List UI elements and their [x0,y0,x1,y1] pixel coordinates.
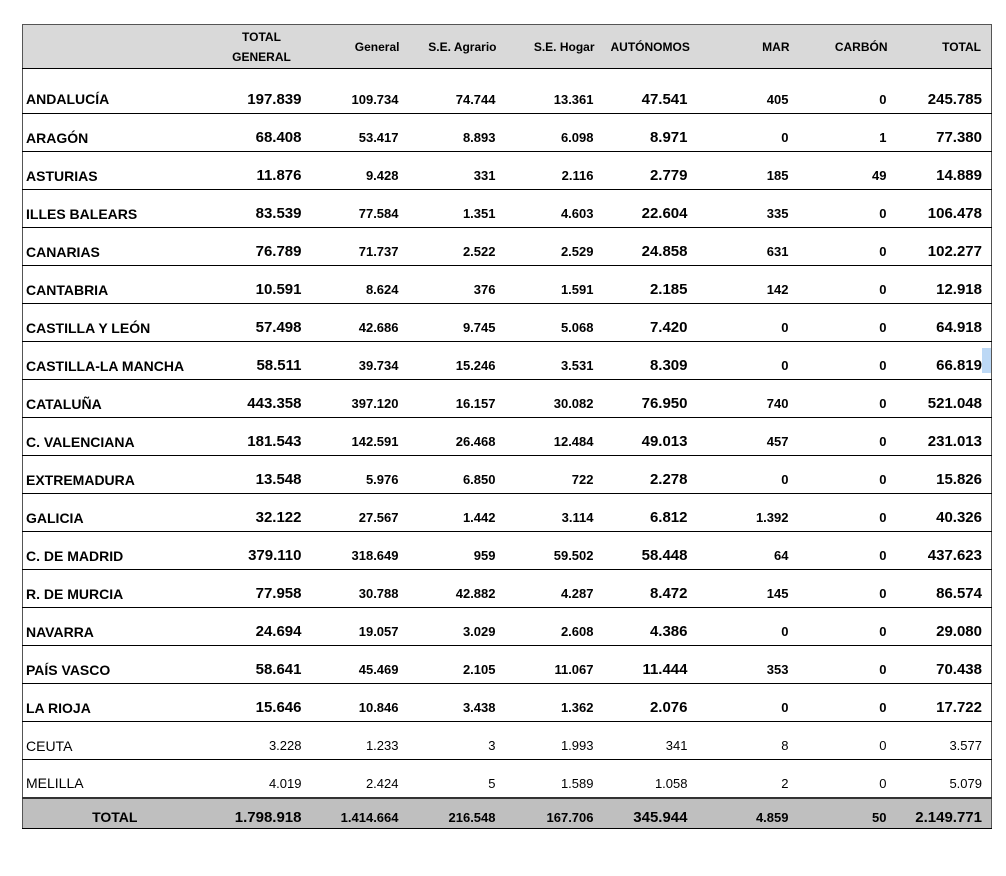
table-cell: 5.079 [896,760,992,798]
table-cell: 3.438 [408,684,505,722]
column-header: MAR [697,25,798,69]
table-cell: 2.076 [603,684,697,722]
region-name: CEUTA [23,722,213,760]
region-name: CANARIAS [23,228,213,266]
table-cell: 318.649 [311,532,408,570]
table-cell: 29.080 [896,608,992,646]
column-header: CARBÓN [798,25,896,69]
table-cell: 3.228 [213,722,311,760]
table-cell: 109.734 [311,69,408,114]
region-name: ILLES BALEARS [23,190,213,228]
region-name: ANDALUCÍA [23,69,213,114]
table-cell: 77.380 [896,114,992,152]
table-row [23,380,992,418]
region-name: MELILLA [23,760,213,798]
table-cell: 0 [798,570,896,608]
table-cell: 379.110 [213,532,311,570]
table-row [23,190,992,228]
table-cell: 49.013 [603,418,697,456]
region-name: ASTURIAS [23,152,213,190]
table-cell: 0 [798,418,896,456]
table-cell: 47.541 [603,69,697,114]
table-cell: 6.098 [505,114,603,152]
table-cell: 27.567 [311,494,408,532]
table-cell: 9.745 [408,304,505,342]
table-cell: 17.722 [896,684,992,722]
table-cell: 2.529 [505,228,603,266]
table-cell: 0 [798,69,896,114]
table-cell: 77.584 [311,190,408,228]
table-cell: 0 [798,494,896,532]
table-row [23,722,992,760]
table-cell: 4.287 [505,570,603,608]
table-cell: 185 [697,152,798,190]
table-cell: 64 [697,532,798,570]
table-row [23,266,992,304]
table-cell: 42.882 [408,570,505,608]
table-cell: 68.408 [213,114,311,152]
table-row [23,684,992,722]
region-name: CATALUÑA [23,380,213,418]
table-cell: 6.812 [603,494,697,532]
table-cell: 167.706 [505,798,603,829]
table-cell: 0 [798,456,896,494]
table-cell: 59.502 [505,532,603,570]
table-cell: 0 [798,304,896,342]
table-cell: 0 [697,456,798,494]
table-cell: 2.424 [311,760,408,798]
table-row [23,760,992,798]
table-cell: 0 [697,114,798,152]
table-cell: 77.958 [213,570,311,608]
column-header: S.E. Agrario [408,25,505,69]
table-cell: 11.876 [213,152,311,190]
table-cell: 4.386 [603,608,697,646]
table-cell: 0 [697,684,798,722]
table-row [23,608,992,646]
table-cell: 83.539 [213,190,311,228]
table-cell: 30.788 [311,570,408,608]
table-cell: 2.779 [603,152,697,190]
column-header: General [311,25,408,69]
table-cell: 49 [798,152,896,190]
table-cell: 443.358 [213,380,311,418]
region-name: EXTREMADURA [23,456,213,494]
region-name: C. VALENCIANA [23,418,213,456]
table-cell: 2.105 [408,646,505,684]
table-cell: 0 [798,684,896,722]
column-header: AUTÓNOMOS [603,25,697,69]
table-cell: 32.122 [213,494,311,532]
table-cell: 10.846 [311,684,408,722]
table-cell: 26.468 [408,418,505,456]
table-cell: 0 [798,646,896,684]
table-cell: 0 [697,342,798,380]
affiliation-table [22,24,992,829]
table-cell: 2.149.771 [896,798,992,829]
table-cell: 64.918 [896,304,992,342]
table-row [23,342,992,380]
table-cell: 1.591 [505,266,603,304]
table-cell: 15.826 [896,456,992,494]
table-cell: 57.498 [213,304,311,342]
table-cell: 10.591 [213,266,311,304]
table-cell: 42.686 [311,304,408,342]
table-cell: 5.976 [311,456,408,494]
table-cell: 0 [697,304,798,342]
table-cell: 1.362 [505,684,603,722]
table-cell: 0 [798,342,896,380]
table-cell: 0 [798,228,896,266]
table-cell: 8.971 [603,114,697,152]
table-cell: 6.850 [408,456,505,494]
table-cell: 1.414.664 [311,798,408,829]
table-cell: 1.351 [408,190,505,228]
table-cell: 335 [697,190,798,228]
table-cell: 71.737 [311,228,408,266]
table-cell: 353 [697,646,798,684]
table-cell: 2.116 [505,152,603,190]
table-cell: 76.789 [213,228,311,266]
table-cell: 8 [697,722,798,760]
table-cell: 2.608 [505,608,603,646]
table-cell: 341 [603,722,697,760]
table-cell: 3 [408,722,505,760]
table-cell: 142.591 [311,418,408,456]
table-row [23,456,992,494]
table-cell: 50 [798,798,896,829]
table-cell: 0 [798,266,896,304]
table-cell: 15.646 [213,684,311,722]
table-cell: 5 [408,760,505,798]
table-cell: 345.944 [603,798,697,829]
table-cell: 216.548 [408,798,505,829]
table-row [23,570,992,608]
table-cell: 197.839 [213,69,311,114]
table-cell: 0 [798,722,896,760]
table-cell: 1.392 [697,494,798,532]
column-header: S.E. Hogar [505,25,603,69]
table-cell: 86.574 [896,570,992,608]
table-cell: 2 [697,760,798,798]
table-cell: 58.511 [213,342,311,380]
region-name: NAVARRA [23,608,213,646]
table-cell: 8.893 [408,114,505,152]
table-cell: 12.918 [896,266,992,304]
table-cell: 2.185 [603,266,697,304]
cell-selection-indicator [982,348,991,373]
table-cell: 11.067 [505,646,603,684]
table-cell: 437.623 [896,532,992,570]
table-cell: 1 [798,114,896,152]
table-cell: 3.114 [505,494,603,532]
table-row [23,69,992,114]
table-cell: 959 [408,532,505,570]
table-cell: 8.309 [603,342,697,380]
column-header [23,25,213,69]
region-name: LA RIOJA [23,684,213,722]
table-cell: 397.120 [311,380,408,418]
table-cell: 2.522 [408,228,505,266]
table-cell: 53.417 [311,114,408,152]
table-cell: 70.438 [896,646,992,684]
table-cell: 5.068 [505,304,603,342]
table-cell: 331 [408,152,505,190]
table-cell: 12.484 [505,418,603,456]
table-cell: 231.013 [896,418,992,456]
table-cell: 181.543 [213,418,311,456]
table-cell: 4.603 [505,190,603,228]
header-row [23,25,992,69]
table-cell: 245.785 [896,69,992,114]
table-row [23,152,992,190]
table-cell: 19.057 [311,608,408,646]
table-cell: 1.798.918 [213,798,311,829]
region-name: C. DE MADRID [23,532,213,570]
table-cell: 145 [697,570,798,608]
table-cell: 40.326 [896,494,992,532]
region-name: R. DE MURCIA [23,570,213,608]
table-cell: 405 [697,69,798,114]
table-row [23,532,992,570]
table-cell: 3.531 [505,342,603,380]
table-row [23,646,992,684]
table-cell: 58.448 [603,532,697,570]
region-name: ARAGÓN [23,114,213,152]
region-name: TOTAL [23,798,213,829]
table-row [23,418,992,456]
column-header: TOTAL GENERAL [213,25,311,69]
table-cell: 74.744 [408,69,505,114]
table-cell: 0 [798,760,896,798]
table-cell: 102.277 [896,228,992,266]
region-name: CANTABRIA [23,266,213,304]
table-cell: 4.859 [697,798,798,829]
table-row [23,114,992,152]
table-cell: 9.428 [311,152,408,190]
table-cell: 15.246 [408,342,505,380]
table-cell: 14.889 [896,152,992,190]
table-cell: 66.819 [896,342,992,380]
region-name: PAÍS VASCO [23,646,213,684]
table-cell: 0 [798,380,896,418]
table-cell: 11.444 [603,646,697,684]
table-cell: 16.157 [408,380,505,418]
region-name: CASTILLA-LA MANCHA [23,342,213,380]
table-cell: 22.604 [603,190,697,228]
table-cell: 722 [505,456,603,494]
table-cell: 2.278 [603,456,697,494]
table-cell: 1.058 [603,760,697,798]
table-cell: 3.029 [408,608,505,646]
table-cell: 45.469 [311,646,408,684]
column-header: TOTAL [896,25,992,69]
table-cell: 740 [697,380,798,418]
table-cell: 0 [798,532,896,570]
table-cell: 24.858 [603,228,697,266]
table-cell: 4.019 [213,760,311,798]
table-cell: 58.641 [213,646,311,684]
table-cell: 0 [798,608,896,646]
table-cell: 30.082 [505,380,603,418]
table-cell: 0 [798,190,896,228]
table-cell: 8.472 [603,570,697,608]
table-cell: 0 [697,608,798,646]
table-cell: 39.734 [311,342,408,380]
total-row [23,798,992,829]
table-cell: 1.993 [505,722,603,760]
table-cell: 521.048 [896,380,992,418]
table-row [23,494,992,532]
table-row [23,228,992,266]
table-cell: 376 [408,266,505,304]
table-cell: 631 [697,228,798,266]
region-name: GALICIA [23,494,213,532]
table-cell: 7.420 [603,304,697,342]
table-cell: 457 [697,418,798,456]
table-cell: 3.577 [896,722,992,760]
table-cell: 76.950 [603,380,697,418]
region-name: CASTILLA Y LEÓN [23,304,213,342]
table-cell: 1.442 [408,494,505,532]
table-cell: 24.694 [213,608,311,646]
table-cell: 8.624 [311,266,408,304]
table-cell: 13.361 [505,69,603,114]
table-cell: 1.233 [311,722,408,760]
table-row [23,304,992,342]
table-cell: 106.478 [896,190,992,228]
table-cell: 1.589 [505,760,603,798]
table-cell: 142 [697,266,798,304]
table-cell: 13.548 [213,456,311,494]
